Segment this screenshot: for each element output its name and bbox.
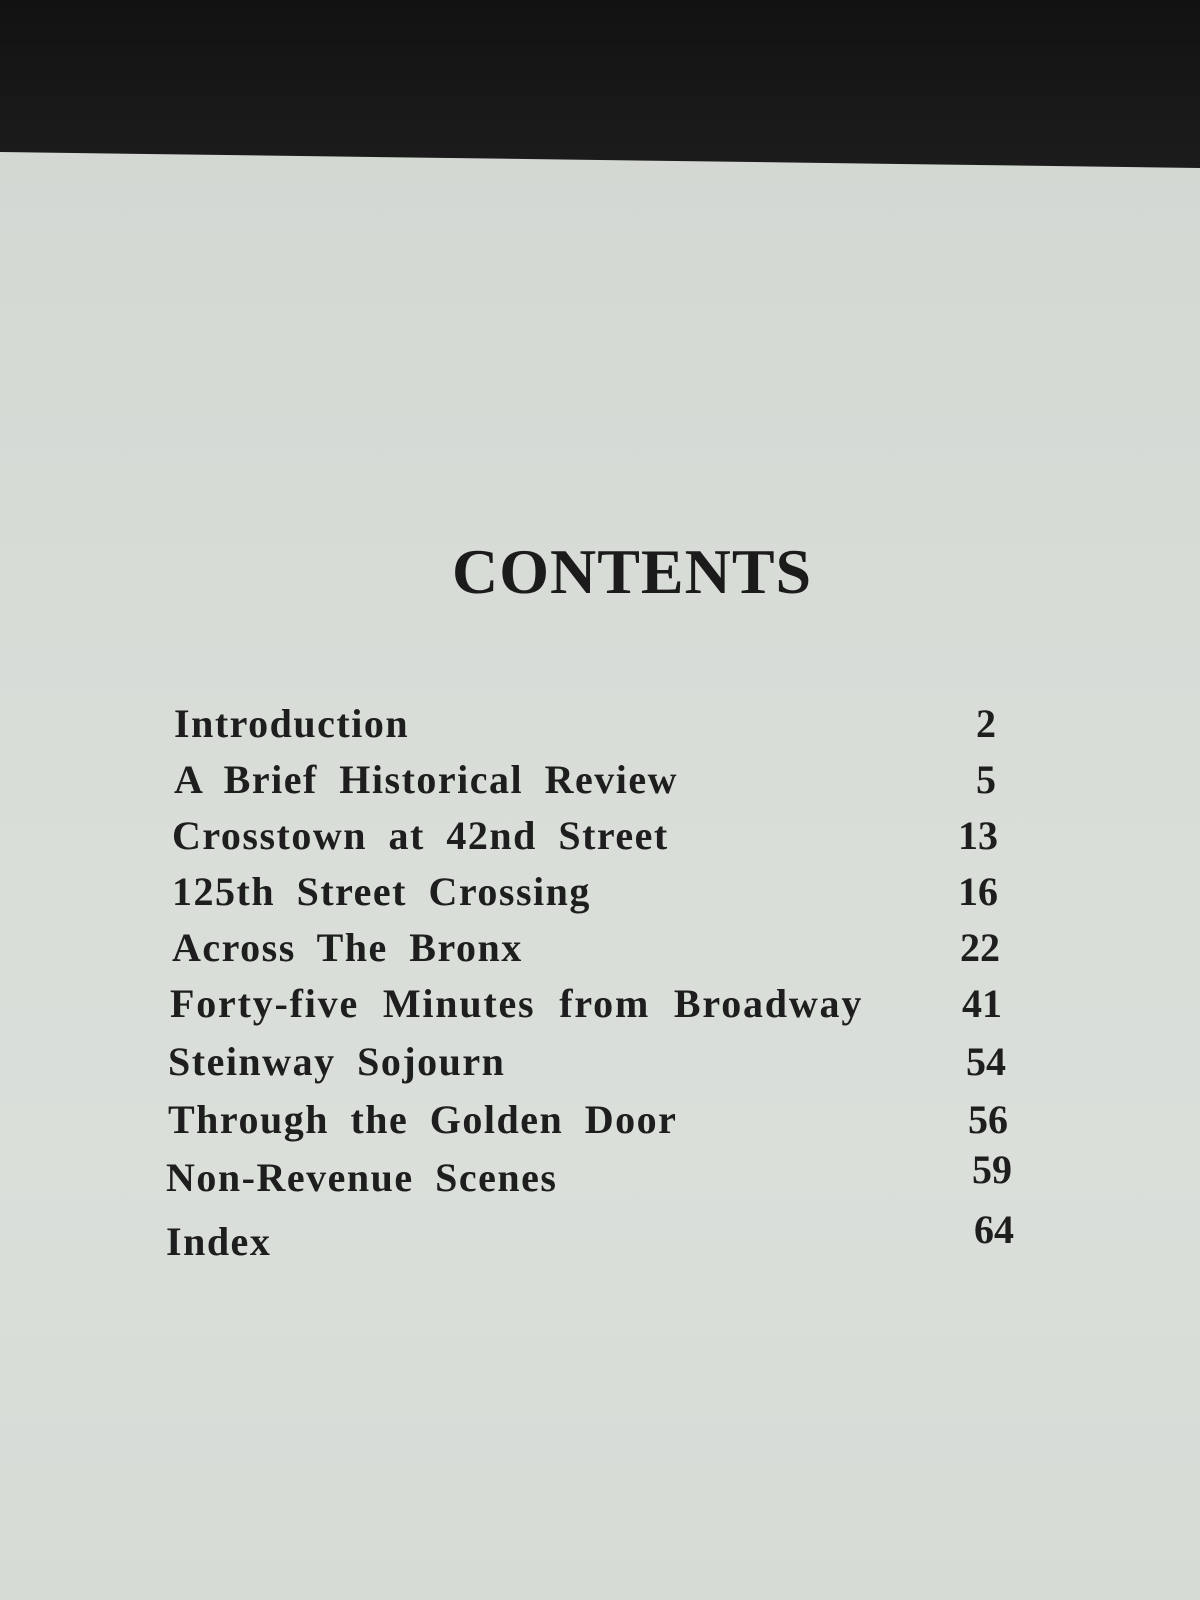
toc-entry-page: 22 (960, 925, 1000, 970)
toc-entry-page: 5 (976, 757, 996, 802)
toc-entry-historical-review (174, 754, 1024, 810)
toc-entry-page: 64 (974, 1207, 1014, 1252)
toc-entry-125th-street (172, 866, 1022, 922)
toc-entry-title: 125th Street Crossing (172, 869, 591, 914)
toc-entry-broadway (170, 978, 1030, 1034)
toc-entry-title: Non-Revenue Scenes (166, 1155, 558, 1200)
toc-entry-title: Steinway Sojourn (168, 1039, 506, 1084)
toc-entry-steinway (168, 1036, 1028, 1092)
toc-entry-page: 41 (962, 981, 1002, 1026)
toc-entry-bronx (172, 922, 1022, 978)
toc-entry-introduction (174, 698, 1024, 754)
toc-entry-page: 13 (958, 813, 998, 858)
toc-entry-page: 56 (968, 1097, 1008, 1142)
toc-entry-crosstown (172, 810, 1022, 866)
toc-entry-title: Across The Bronx (172, 925, 523, 970)
toc-entry-non-revenue (166, 1147, 1036, 1208)
toc-entry-page: 54 (966, 1039, 1006, 1084)
contents-heading: CONTENTS (452, 536, 813, 607)
toc-entry-title: A Brief Historical Review (174, 757, 679, 802)
toc-entry-golden-door (168, 1094, 1028, 1150)
toc-entry-title: Through the Golden Door (168, 1097, 678, 1142)
toc-entry-page: 59 (972, 1147, 1012, 1192)
toc-entry-title: Introduction (174, 701, 410, 746)
toc-entry-index (166, 1207, 1036, 1272)
toc-entry-title: Index (166, 1219, 272, 1264)
toc-entry-title: Crosstown at 42nd Street (172, 813, 669, 858)
toc-entry-title: Forty-five Minutes from Broadway (170, 981, 864, 1026)
toc-entry-page: 16 (958, 869, 998, 914)
toc-entry-page: 2 (976, 701, 996, 746)
